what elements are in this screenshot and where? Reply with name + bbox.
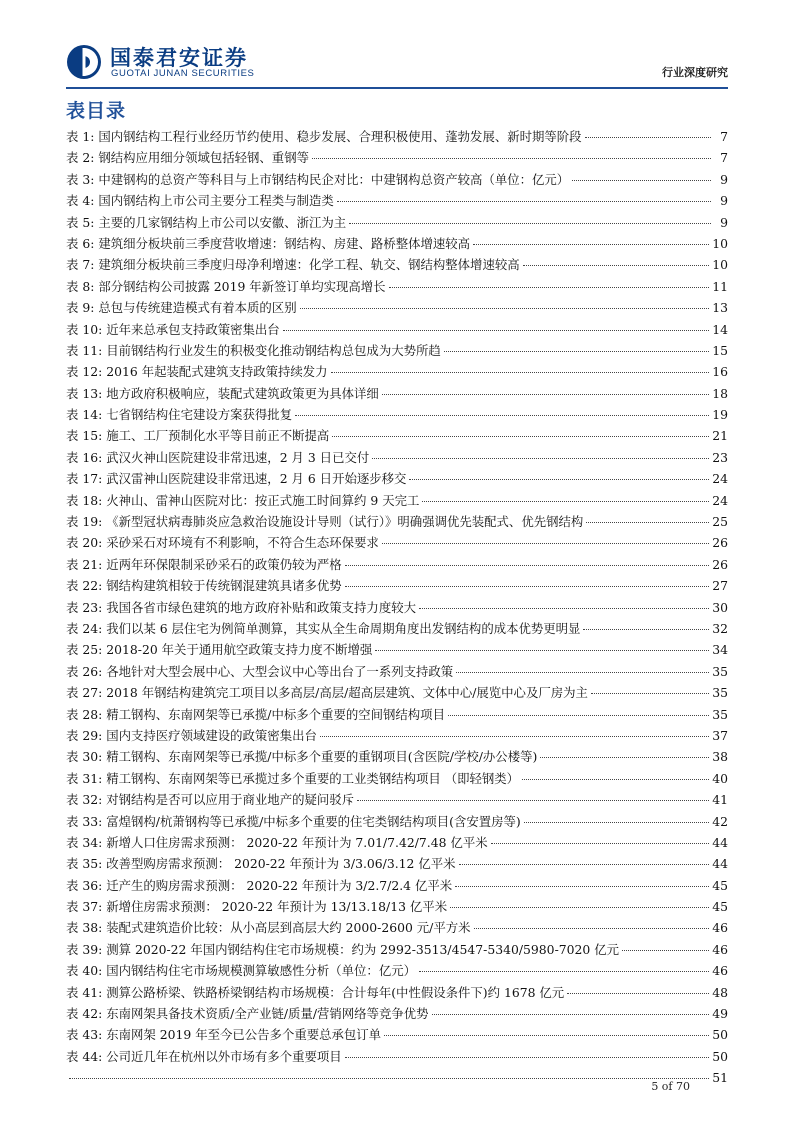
toc-entry-title: 施工、工厂预制化水平等目前正不断提高	[106, 428, 330, 444]
toc-entry-page: 50	[712, 1027, 728, 1043]
toc-entry-title: 测算 2020-22 年国内钢结构住宅市场规模：约为 2992-3513/4547-5340/5980-7020 亿元	[106, 941, 620, 957]
toc-leader-dots	[540, 757, 709, 758]
toc-entry[interactable]	[66, 233, 728, 254]
toc-entry-text	[66, 811, 521, 832]
toc-entry-page: 32	[712, 620, 728, 636]
toc-leader-dots	[524, 822, 709, 823]
toc-entry-text	[66, 468, 406, 489]
toc-entry-title: 目前钢结构行业发生的积极变化推动钢结构总包成为大势所趋	[106, 342, 441, 358]
toc-entry-text	[66, 789, 354, 810]
toc-entry-label: 表 7:	[66, 257, 95, 273]
toc-entry-title: 近年来总承包支持政策密集出台	[106, 321, 280, 337]
toc-entry-text	[66, 554, 342, 575]
toc-entry[interactable]	[66, 532, 728, 553]
toc-entry-text	[66, 725, 317, 746]
toc-entry-title: 测算公路桥梁、铁路桥梁钢结构市场规模：合计每年(中性假设条件下)约 1678 亿元	[106, 984, 565, 1000]
toc-entry-page: 16	[712, 364, 728, 380]
toc-entry-text	[66, 190, 334, 211]
toc-entry-page: 37	[712, 727, 728, 743]
toc-entry[interactable]	[66, 682, 728, 703]
toc-entry-text	[66, 383, 379, 404]
toc-entry-page: 7	[720, 129, 728, 144]
toc-entry-text	[66, 875, 452, 896]
toc-leader-dots	[591, 693, 709, 694]
toc-entry-text	[66, 340, 441, 361]
toc-entry-page: 24	[712, 492, 728, 508]
toc-entry-page: 9	[720, 214, 728, 230]
page-header	[66, 38, 728, 88]
toc-leader-dots	[456, 672, 709, 673]
toc-entry[interactable]	[66, 404, 728, 425]
toc-entry[interactable]	[66, 383, 728, 404]
toc-entry-title: 东南网架具备技术资质/全产业链/质量/营销网络等竞争优势	[106, 1006, 429, 1022]
toc-leader-dots	[409, 479, 709, 480]
toc-entry-title: 建筑细分板块前三季度归母净利增速：化学工程、轨交、钢结构整体增速较高	[98, 257, 520, 273]
toc-entry[interactable]	[66, 447, 728, 468]
toc-leader-dots	[312, 158, 711, 159]
toc-entry-page: 40	[712, 770, 728, 786]
toc-entry-text	[66, 682, 588, 703]
toc-entry-page: 14	[712, 321, 728, 337]
table-of-tables	[66, 126, 728, 1089]
toc-entry-label: 表 39:	[66, 941, 103, 957]
toc-entry[interactable]	[66, 768, 728, 789]
toc-entry-title: 精工钢构、东南网架等已承揽/中标多个重要的重钢项目(含医院/学校/办公楼等)	[106, 749, 538, 765]
toc-entry-title: 国内钢结构工程行业经历节约使用、稳步发展、合理积极使用、蓬勃发展、新时期等阶段	[98, 129, 582, 144]
toc-entry-label: 表 29:	[66, 727, 103, 743]
toc-entry-page: 34	[712, 642, 728, 658]
toc-entry-page: 46	[712, 920, 728, 936]
toc-entry-text	[66, 404, 292, 425]
toc-entry-label: 表 27:	[66, 685, 103, 701]
toc-leader-dots	[419, 608, 709, 609]
toc-entry-label: 表 4:	[66, 193, 95, 209]
toc-entry-label: 表 40:	[66, 963, 103, 979]
toc-entry[interactable]	[66, 1024, 728, 1045]
toc-entry[interactable]	[66, 811, 728, 832]
toc-entry-title: 《新型冠状病毒肺炎应急救治设施设计导则（试行）》明确强调优先装配式、优先钢结构	[106, 514, 584, 530]
toc-entry-page: 24	[712, 471, 728, 487]
brand-name-en: GUOTAI JUNAN SECURITIES	[111, 68, 255, 79]
toc-leader-dots	[375, 650, 709, 651]
toc-entry[interactable]	[66, 468, 728, 489]
toc-entry-title: 钢结构应用细分领域包括轻钢、重钢等	[98, 150, 309, 166]
toc-entry-title: 公司近几年在杭州以外市场有多个重要项目	[106, 1048, 342, 1064]
toc-entry-text	[66, 575, 342, 596]
toc-entry-page: 49	[712, 1006, 728, 1022]
toc-entry-page: 26	[712, 556, 728, 572]
toc-entry-text	[66, 490, 419, 511]
toc-entry[interactable]	[66, 725, 728, 746]
toc-entry-text	[66, 960, 416, 981]
toc-entry-title: 主要的几家钢结构上市公司以安徽、浙江为主	[98, 214, 347, 230]
toc-entry[interactable]	[66, 1067, 728, 1088]
toc-leader-dots	[473, 244, 709, 245]
toc-entry-label: 表 25:	[66, 642, 103, 658]
toc-entry-page: 51	[712, 1070, 728, 1086]
brand-name-cn: 国泰君安证券	[110, 46, 248, 70]
toc-entry-page: 21	[712, 428, 728, 444]
toc-entry-label: 表 44:	[66, 1048, 103, 1064]
toc-entry[interactable]	[66, 939, 728, 960]
toc-leader-dots	[300, 308, 710, 309]
toc-leader-dots	[572, 180, 711, 181]
toc-entry-title: 建筑细分板块前三季度营收增速：钢结构、房建、路桥整体增速较高	[98, 235, 471, 251]
toc-leader-dots	[382, 543, 709, 544]
toc-entry-page: 35	[712, 685, 728, 701]
toc-entry-label: 表 22:	[66, 578, 103, 594]
toc-entry-text	[66, 1024, 381, 1045]
toc-entry-text	[66, 169, 569, 190]
toc-title: 表目录	[66, 100, 127, 122]
toc-entry-label: 表 20:	[66, 535, 103, 551]
toc-entry-label: 表 3:	[66, 171, 95, 187]
toc-entry-page: 9	[720, 193, 728, 209]
toc-entry[interactable]	[66, 212, 728, 233]
toc-entry-label: 表 10:	[66, 321, 103, 337]
toc-entry-text	[66, 532, 379, 553]
toc-entry-label: 表 18:	[66, 492, 103, 508]
toc-entry-title: 迁产生的购房需求预测： 2020-22 年预计为 3/2.7/2.4 亿平米	[106, 877, 453, 893]
toc-entry-text	[66, 361, 328, 382]
toc-entry-label: 表 42:	[66, 1006, 103, 1022]
toc-entry-label: 表 9:	[66, 300, 95, 316]
toc-entry-text	[66, 147, 309, 168]
toc-entry-text	[66, 319, 280, 340]
toc-entry-label: 表 34:	[66, 834, 103, 850]
toc-entry-page: 10	[712, 235, 728, 251]
toc-leader-dots	[583, 629, 709, 630]
toc-entry-title: 我们以某 6 层住宅为例简单测算，其实从全生命周期角度出发钢结构的成本优势更明显	[106, 620, 581, 636]
company-logo-icon	[66, 44, 102, 80]
toc-leader-dots	[522, 779, 709, 780]
toc-entry-title: 新增人口住房需求预测： 2020-22 年预计为 7.01/7.42/7.48 亿平米	[106, 834, 488, 850]
toc-leader-dots	[455, 886, 709, 887]
toc-leader-dots	[448, 715, 709, 716]
toc-leader-dots	[69, 1078, 709, 1079]
toc-entry-page: 7	[720, 150, 728, 166]
toc-entry-title: 国内钢结构上市公司主要分工程类与制造类	[98, 193, 334, 209]
toc-entry-title: 富煌钢构/杭萧钢构等已承揽/中标多个重要的住宅类钢结构项目(含安置房等)	[106, 813, 521, 829]
toc-entry-label: 表 12:	[66, 364, 103, 380]
toc-entry-title: 我国各省市绿色建筑的地方政府补贴和政策支持力度较大	[106, 599, 416, 615]
toc-entry-title: 精工钢构、东南网架等已承揽过多个重要的工业类钢结构项目 （即轻钢类）	[106, 770, 520, 786]
toc-entry-label: 表 23:	[66, 599, 103, 615]
toc-entry-text	[66, 212, 346, 233]
toc-entry-text	[66, 939, 619, 960]
toc-entry-text	[66, 639, 372, 660]
toc-entry[interactable]	[66, 917, 728, 938]
toc-entry-title: 武汉火神山医院建设非常迅速，2 月 3 日已交付	[106, 449, 370, 465]
toc-entry[interactable]	[66, 126, 728, 147]
toc-leader-dots	[586, 522, 709, 523]
toc-entry[interactable]	[66, 297, 728, 318]
toc-entry-title: 国内钢结构住宅市场规模测算敏感性分析（单位：亿元）	[106, 963, 416, 979]
toc-entry[interactable]	[66, 832, 728, 853]
toc-entry-label: 表 26:	[66, 663, 103, 679]
toc-entry[interactable]	[66, 853, 728, 874]
toc-leader-dots	[349, 223, 711, 224]
toc-entry[interactable]	[66, 340, 728, 361]
toc-entry-label: 表 15:	[66, 428, 103, 444]
toc-entry-page: 35	[712, 706, 728, 722]
toc-entry[interactable]	[66, 982, 728, 1003]
toc-entry-page: 30	[712, 599, 728, 615]
toc-entry-text	[66, 982, 564, 1003]
toc-leader-dots	[474, 928, 710, 929]
toc-entry[interactable]	[66, 147, 728, 168]
toc-leader-dots	[345, 565, 710, 566]
toc-entry-label: 表 35:	[66, 856, 103, 872]
toc-entry-page: 27	[712, 578, 728, 594]
report-type-label: 行业深度研究	[662, 66, 728, 79]
toc-entry-page: 38	[712, 749, 728, 765]
toc-entry[interactable]	[66, 960, 728, 981]
toc-entry-page: 45	[712, 899, 728, 915]
toc-entry-text	[66, 254, 520, 275]
toc-entry-title: 国内支持医疗领域建设的政策密集出台	[106, 727, 317, 743]
toc-entry-label: 表 30:	[66, 749, 103, 765]
toc-entry-text	[66, 276, 386, 297]
toc-entry-label: 表 38:	[66, 920, 103, 936]
toc-entry[interactable]	[66, 618, 728, 639]
toc-entry[interactable]	[66, 490, 728, 511]
toc-entry[interactable]	[66, 597, 728, 618]
toc-leader-dots	[389, 287, 710, 288]
toc-leader-dots	[419, 971, 709, 972]
toc-entry-page: 9	[720, 171, 728, 187]
toc-entry[interactable]	[66, 554, 728, 575]
toc-entry-page: 13	[712, 300, 728, 316]
toc-leader-dots	[523, 265, 710, 266]
toc-entry-label: 表 8:	[66, 278, 95, 294]
toc-entry-text	[66, 126, 582, 147]
toc-leader-dots	[491, 843, 710, 844]
toc-entry[interactable]	[66, 639, 728, 660]
toc-leader-dots	[320, 736, 709, 737]
toc-entry-text	[66, 233, 470, 254]
toc-leader-dots	[283, 330, 710, 331]
toc-entry[interactable]	[66, 896, 728, 917]
toc-entry-label: 表 32:	[66, 792, 103, 808]
toc-entry[interactable]	[66, 190, 728, 211]
toc-entry-page: 11	[712, 278, 728, 294]
toc-entry-page: 41	[712, 792, 728, 808]
toc-entry[interactable]	[66, 661, 728, 682]
toc-entry-label: 表 2:	[66, 150, 95, 166]
toc-entry-label: 表 41:	[66, 984, 103, 1000]
toc-entry-text	[66, 1046, 342, 1067]
toc-entry-title: 装配式建筑造价比较：从小高层到高层大约 2000-2600 元/平方米	[106, 920, 471, 936]
toc-entry-label: 表 24:	[66, 620, 103, 636]
toc-entry[interactable]	[66, 276, 728, 297]
toc-entry-title: 地方政府积极响应，装配式建筑政策更为具体详细	[106, 385, 379, 401]
toc-leader-dots	[295, 415, 709, 416]
toc-entry[interactable]	[66, 575, 728, 596]
toc-entry[interactable]	[66, 875, 728, 896]
toc-entry-title: 新增住房需求预测： 2020-22 年预计为 13/13.18/13 亿平米	[106, 899, 448, 915]
toc-entry-page: 50	[712, 1048, 728, 1064]
toc-entry-label: 表 37:	[66, 899, 103, 915]
toc-entry-page: 35	[712, 663, 728, 679]
toc-entry-text	[66, 597, 416, 618]
toc-entry-text	[66, 832, 488, 853]
page-number: 5 of 70	[651, 1080, 690, 1093]
toc-entry-label: 表 28:	[66, 706, 103, 722]
toc-leader-dots	[585, 137, 711, 138]
toc-entry-label: 表 33:	[66, 813, 103, 829]
toc-entry-page: 26	[712, 535, 728, 551]
toc-entry[interactable]	[66, 319, 728, 340]
toc-entry[interactable]	[66, 704, 728, 725]
toc-leader-dots	[345, 586, 710, 587]
toc-entry-text	[66, 896, 447, 917]
toc-entry-label: 表 6:	[66, 235, 95, 251]
toc-entry-label: 表 17:	[66, 471, 103, 487]
toc-leader-dots	[337, 201, 711, 202]
toc-entry[interactable]	[66, 425, 728, 446]
toc-entry-page: 46	[712, 963, 728, 979]
toc-entry-text	[66, 297, 297, 318]
toc-entry-text	[66, 853, 456, 874]
toc-leader-dots	[622, 950, 709, 951]
toc-entry-title: 武汉雷神山医院建设非常迅速，2 月 6 日开始逐步移交	[106, 471, 407, 487]
toc-entry-page: 46	[712, 941, 728, 957]
toc-entry-title: 近两年环保限制采砂采石的政策仍较为严格	[106, 556, 342, 572]
toc-entry-text	[66, 746, 537, 767]
toc-entry-label: 表 13:	[66, 385, 103, 401]
toc-entry-title: 改善型购房需求预测： 2020-22 年预计为 3/3.06/3.12 亿平米	[106, 856, 456, 872]
toc-entry-text	[66, 425, 329, 446]
toc-entry-label: 表 5:	[66, 214, 95, 230]
toc-entry[interactable]	[66, 789, 728, 810]
toc-entry-text	[66, 511, 583, 532]
toc-entry-title: 采砂采石对环境有不利影响，不符合生态环保要求	[106, 535, 379, 551]
toc-entry-label: 表 36:	[66, 877, 103, 893]
toc-leader-dots	[567, 993, 709, 994]
toc-entry-label: 表 43:	[66, 1027, 103, 1043]
toc-entry-text	[66, 768, 519, 789]
toc-entry-text	[66, 917, 471, 938]
toc-entry-title: 东南网架 2019 年至今已公告多个重要总承包订单	[106, 1027, 382, 1043]
toc-entry-page: 10	[712, 257, 728, 273]
toc-entry[interactable]	[66, 511, 728, 532]
toc-entry[interactable]	[66, 746, 728, 767]
toc-entry-label: 表 16:	[66, 449, 103, 465]
toc-entry[interactable]	[66, 1046, 728, 1067]
toc-entry[interactable]	[66, 361, 728, 382]
toc-entry-page: 44	[712, 834, 728, 850]
toc-leader-dots	[372, 458, 709, 459]
toc-entry-page: 25	[712, 514, 728, 530]
toc-leader-dots	[444, 351, 709, 352]
toc-leader-dots	[384, 1035, 709, 1036]
toc-entry-page: 19	[712, 407, 728, 423]
toc-leader-dots	[357, 800, 709, 801]
toc-entry-text	[66, 618, 580, 639]
toc-entry-title: 部分钢结构公司披露 2019 年新签订单均实现高增长	[98, 278, 386, 294]
toc-entry-label: 表 21:	[66, 556, 103, 572]
toc-entry-label: 表 31:	[66, 770, 103, 786]
toc-entry-label: 表 19:	[66, 514, 103, 530]
toc-leader-dots	[422, 501, 709, 502]
toc-entry-page: 45	[712, 877, 728, 893]
toc-leader-dots	[450, 907, 709, 908]
toc-entry-page: 48	[712, 984, 728, 1000]
toc-entry-title: 钢结构建筑相较于传统钢混建筑具诸多优势	[106, 578, 342, 594]
toc-entry-text	[66, 704, 445, 725]
toc-entry-title: 七省钢结构住宅建设方案获得批复	[106, 407, 293, 423]
toc-entry-label: 表 14:	[66, 407, 103, 423]
toc-leader-dots	[332, 436, 709, 437]
toc-entry-page: 42	[712, 813, 728, 829]
toc-entry-title: 2016 年起装配式建筑支持政策持续发力	[106, 364, 328, 380]
toc-entry-page: 23	[712, 449, 728, 465]
toc-entry-title: 精工钢构、东南网架等已承揽/中标多个重要的空间钢结构项目	[106, 706, 445, 722]
toc-entry-title: 各地针对大型会展中心、大型会议中心等出台了一系列支持政策	[106, 663, 454, 679]
toc-entry-title: 2018-20 年关于通用航空政策支持力度不断增强	[106, 642, 373, 658]
toc-entry[interactable]	[66, 1003, 728, 1024]
toc-entry-title: 中建钢构的总资产等科目与上市钢结构民企对比：中建钢构总资产较高（单位：亿元）	[98, 171, 570, 187]
toc-entry-text	[66, 661, 453, 682]
toc-entry-title: 对钢结构是否可以应用于商业地产的疑问驳斥	[106, 792, 355, 808]
header-divider	[66, 87, 728, 89]
toc-entry-label: 表 1:	[66, 129, 95, 144]
toc-leader-dots	[459, 864, 710, 865]
toc-leader-dots	[345, 1057, 710, 1058]
toc-entry-page: 44	[712, 856, 728, 872]
toc-entry-text	[66, 447, 369, 468]
toc-entry-page: 18	[712, 385, 728, 401]
toc-entry-title: 总包与传统建造模式有着本质的区别	[98, 300, 297, 316]
toc-entry[interactable]	[66, 254, 728, 275]
toc-entry[interactable]	[66, 169, 728, 190]
toc-leader-dots	[432, 1014, 710, 1015]
toc-entry-title: 2018 年钢结构建筑完工项目以多高层/高层/超高层建筑、文体中心/展览中心及厂房为主	[106, 685, 588, 701]
toc-leader-dots	[382, 394, 709, 395]
toc-entry-text	[66, 1003, 429, 1024]
toc-leader-dots	[331, 372, 710, 373]
toc-entry-label: 表 11:	[66, 342, 103, 358]
toc-entry-page: 15	[712, 342, 728, 358]
toc-entry-title: 火神山、雷神山医院对比：按正式施工时间算约 9 天完工	[106, 492, 420, 508]
